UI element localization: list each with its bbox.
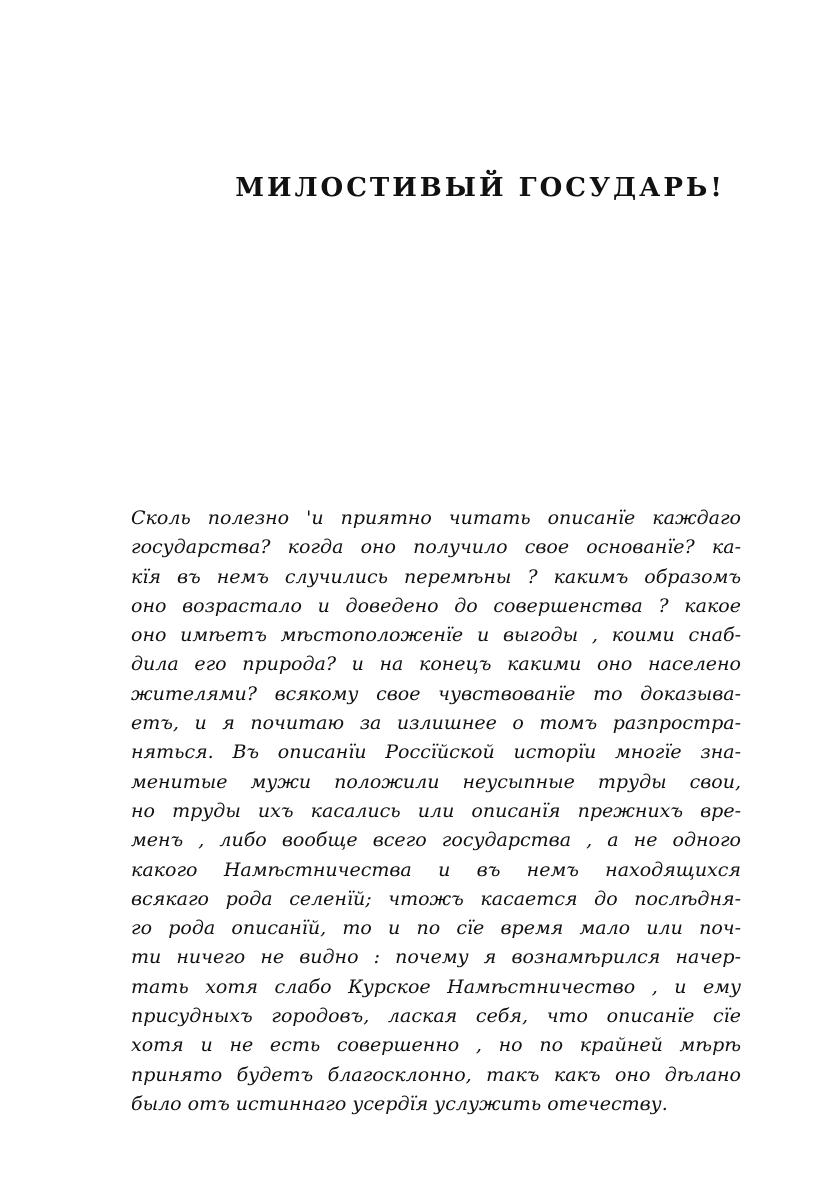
text-line: Сколь полезно 'и приятно читать описанїе каждаго: [131, 507, 741, 529]
text-line: всякаго рода селенїй; чтожъ касается до послѣдня-: [131, 887, 741, 910]
text-line: оно имѣетъ мѣстоположенїе и выгоды , коими снаб-: [131, 624, 741, 647]
text-line: государства? когда оно получило свое основанїе? ка-: [131, 536, 741, 559]
text-line: какого Намѣстничества и въ немъ находящихся: [131, 858, 741, 881]
text-line: менитые мужи положили неусыпные труды свои,: [131, 770, 741, 793]
text-line: но труды ихъ касались или описанїя прежнихъ вре-: [131, 799, 741, 822]
page-heading: МИЛОСТИВЫЙ ГОСУДАРЬ!: [235, 173, 725, 203]
text-line: менъ , либо вообще всего государства , а не одного: [131, 829, 741, 852]
text-line: ти ничего не видно : почему я вознамѣрился начер-: [131, 946, 741, 969]
text-line: оно возрастало и доведено до совершенства ? какое: [131, 594, 741, 617]
text-line: хотя и не есть совершенно , но по крайней мѣрѣ: [131, 1034, 741, 1057]
text-line: тать хотя слабо Курское Намѣстничество , и ему: [131, 975, 741, 998]
text-line: принято будетъ благосклонно, такъ какъ оно дѣлано: [131, 1063, 741, 1086]
body-paragraph: [131, 504, 741, 1119]
text-line: дила его природа? и на конецъ какими оно населено: [131, 653, 741, 676]
text-line: присудныхъ городовъ, лаская себя, что описанїе сїе: [131, 1005, 741, 1028]
text-line: няться. Въ описанїи Россїйской исторїи многїе зна-: [131, 741, 741, 764]
text-line: етъ, и я почитаю за излишнее о томъ разпростра-: [131, 712, 741, 735]
text-line: было отъ истиннаго усердїя услужить отечеству.: [131, 1092, 668, 1115]
text-line: го рода описанїй, то и по сїе время мало или поч-: [131, 917, 741, 940]
text-line: жителями? всякому свое чувствованїе то доказыва-: [131, 682, 741, 705]
text-line: кїя въ немъ случились перемѣны ? какимъ образомъ: [131, 565, 741, 588]
